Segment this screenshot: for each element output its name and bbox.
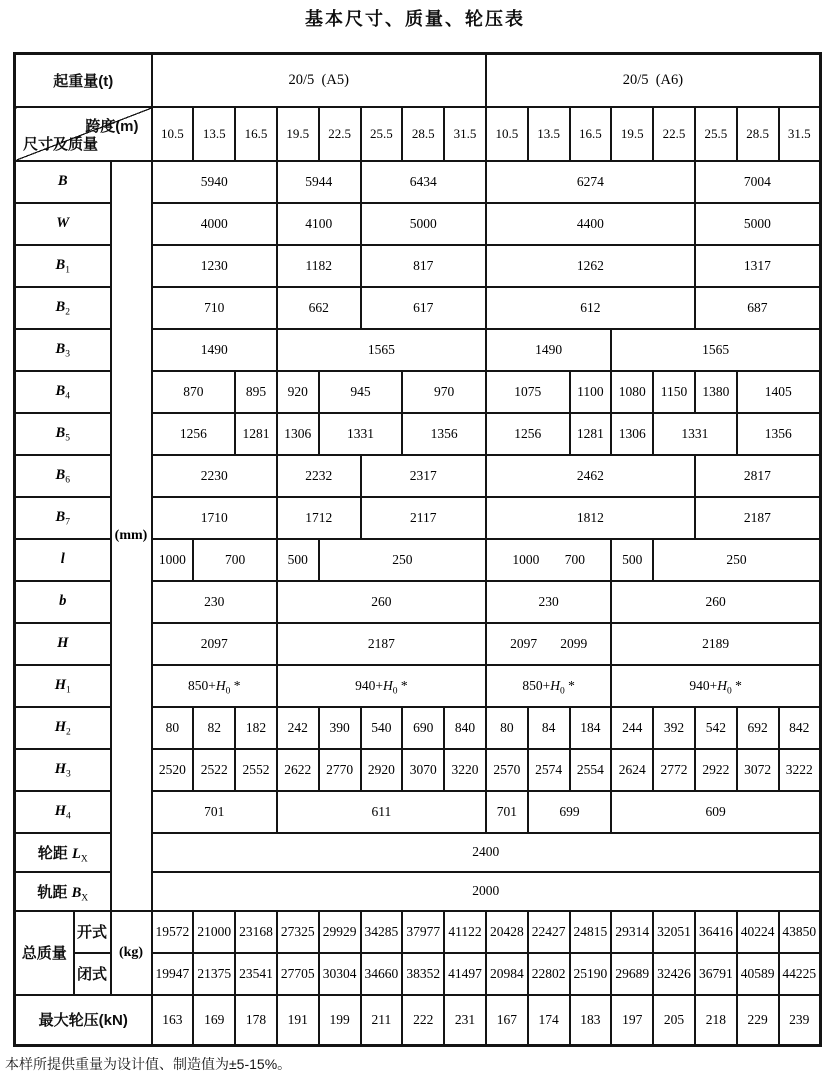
value-cell: 2232 [277,455,361,497]
value-cell: 27705 [277,953,319,995]
row-label-H2 [15,707,111,749]
variable-symbol: H [215,677,226,693]
span-header-cell: 28.5 [737,107,779,161]
value-cell: 199 [319,995,361,1046]
subscript: 6 [65,475,70,486]
value-cell: 6274 [486,161,695,203]
value-cell: 4100 [277,203,361,245]
row-label-B3 [15,329,111,371]
group-a5-label: 20/5 (A5) [152,54,486,107]
value-cell: 2187 [277,623,486,665]
variable-symbol: H [717,677,727,693]
value-cell: 392 [653,707,695,749]
value-cell: 662 [277,287,361,329]
value-cell: 24815 [570,911,612,953]
variable-symbol: W [56,215,70,231]
dimension-row-B [15,161,821,203]
variable-symbol: H [57,635,69,651]
span-header-cell: 16.5 [570,107,612,161]
variable-symbol: B [55,383,66,399]
value-cell: 2187 [695,497,820,539]
value-cell: 80 [486,707,528,749]
value-cell: 1150 [653,371,695,413]
value-cell: 84 [528,707,570,749]
total-mass-label: 总质量 [15,911,74,995]
value-cell: 1712 [277,497,361,539]
value-cell: 36791 [695,953,737,995]
value-cell: 2817 [695,455,820,497]
value-cell: 218 [695,995,737,1046]
variable-symbol: B [55,425,66,441]
value-cell: 687 [695,287,820,329]
formula-text: 850+ [522,677,551,693]
value-cell: 500 [611,539,653,581]
closed-type-label: 闭式 [74,953,111,995]
value-cell: 2570 [486,749,528,791]
value-cell: 2462 [486,455,695,497]
value-cell: 2317 [361,455,486,497]
span-header-cell: 10.5 [486,107,528,161]
value-cell [277,665,486,707]
variable-symbol: B [55,509,66,525]
value-cell: 178 [235,995,277,1046]
capacity-label: 起重量(t) [15,54,152,107]
dual-value [487,552,610,568]
value-cell: 390 [319,707,361,749]
span-header-cell: 31.5 [444,107,486,161]
rail-gauge-label-text: 轨距 [37,883,72,901]
formula-text: 940+ [355,677,384,693]
spec-table [13,52,822,1047]
value-cell: 21375 [193,953,235,995]
variable-symbol: H [54,719,67,735]
value-cell: 1812 [486,497,695,539]
value-cell: 2772 [653,749,695,791]
value-cell: 19947 [152,953,194,995]
value-cell: 29314 [611,911,653,953]
span-header-cell: 10.5 [152,107,194,161]
variable-symbol: b [59,593,67,609]
subscript: 0 [225,686,231,697]
value-cell: 3222 [779,749,821,791]
row-label-B7 [15,497,111,539]
value-cell: 500 [277,539,319,581]
value-cell: 5940 [152,161,277,203]
value-cell: 2520 [152,749,194,791]
variable-symbol: B [71,884,82,901]
row-label-B [15,161,111,203]
value-cell: 2622 [277,749,319,791]
value-cell: 2574 [528,749,570,791]
value-cell: 1262 [486,245,695,287]
value-cell: 2117 [361,497,486,539]
footnote: 本样所提供重量为设计值、制造值为±5-15%。 [5,1056,292,1072]
value-cell: 167 [486,995,528,1046]
variable-symbol: B [57,173,68,189]
value-cell: 2552 [235,749,277,791]
value-cell: 20984 [486,953,528,995]
subscript: 2 [65,307,70,318]
span-header-cell: 19.5 [611,107,653,161]
value-cell: 2189 [611,623,820,665]
value-cell: 22427 [528,911,570,953]
value-cell: 27325 [277,911,319,953]
formula-suffix: * [731,677,742,693]
value-cell: 25190 [570,953,612,995]
value-cell: 40224 [737,911,779,953]
value-cell: 2624 [611,749,653,791]
value-cell: 2770 [319,749,361,791]
value-cell: 1281 [235,413,277,455]
value-cell: 870 [152,371,236,413]
value-cell: 7004 [695,161,820,203]
wheelbase-label-text: 轮距 [37,844,72,862]
value-cell: 211 [361,995,403,1046]
value-cell: 1490 [486,329,611,371]
value-cell: 32426 [653,953,695,995]
value-cell: 1565 [611,329,820,371]
row-label-l [15,539,111,581]
variable-symbol: H [54,761,67,777]
variable-symbol: H [550,677,560,693]
value-cell: 1256 [486,413,570,455]
variable-symbol: B [55,299,66,315]
row-label-H [15,623,111,665]
value-cell: 3072 [737,749,779,791]
row-label-b [15,581,111,623]
value-cell: 1306 [611,413,653,455]
subscript: 1 [65,265,70,276]
formula-suffix: * [564,677,575,693]
value-cell: 230 [486,581,611,623]
value-cell [152,665,277,707]
value-cell: 3070 [402,749,444,791]
subscript: 4 [65,391,70,402]
value-cell: 191 [277,995,319,1046]
wheelbase-label [15,833,111,872]
value-cell: 701 [486,791,528,833]
value-cell: 197 [611,995,653,1046]
value-cell: 692 [737,707,779,749]
row-label-W [15,203,111,245]
value-cell: 4400 [486,203,695,245]
value-cell: 231 [444,995,486,1046]
subscript: 4 [66,811,71,822]
variable-symbol: L [71,845,81,862]
max-wheel-pressure-row [15,995,821,1046]
span-header-cell: 13.5 [528,107,570,161]
value-cell: 2920 [361,749,403,791]
value-cell: 260 [611,581,820,623]
value-cell: 250 [319,539,486,581]
value-cell: 540 [361,707,403,749]
span-header-cell: 16.5 [235,107,277,161]
value-part: 1000 [512,551,540,567]
value-cell: 4000 [152,203,277,245]
value-cell: 699 [528,791,612,833]
value-cell: 840 [444,707,486,749]
row-label-B1 [15,245,111,287]
value-cell: 5000 [695,203,820,245]
value-cell: 1331 [653,413,737,455]
value-cell: 82 [193,707,235,749]
value-cell: 41122 [444,911,486,953]
value-cell: 20428 [486,911,528,953]
value-cell: 1075 [486,371,570,413]
value-cell: 23168 [235,911,277,953]
value-cell: 2922 [695,749,737,791]
variable-symbol: B [55,341,66,357]
value-cell: 32051 [653,911,695,953]
value-cell: 5000 [361,203,486,245]
value-cell: 1356 [402,413,486,455]
value-part: 700 [564,551,585,567]
span-label: 跨度(m) [85,117,139,135]
value-cell: 163 [152,995,194,1046]
value-cell: 184 [570,707,612,749]
span-header-cell: 13.5 [193,107,235,161]
value-cell: 700 [193,539,277,581]
subscript: 0 [726,686,732,697]
value-cell: 182 [235,707,277,749]
subscript: 3 [66,769,71,780]
value-cell [486,623,611,665]
diagonal-header-cell [15,107,152,161]
row-label-H4 [15,791,111,833]
value-cell: 222 [402,995,444,1046]
value-cell: 230 [152,581,277,623]
value-cell: 2400 [152,833,821,872]
value-cell: 174 [528,995,570,1046]
value-cell: 29689 [611,953,653,995]
subscript: 3 [65,349,70,360]
value-cell: 29929 [319,911,361,953]
value-cell: 690 [402,707,444,749]
value-cell: 40589 [737,953,779,995]
span-header-cell: 22.5 [653,107,695,161]
value-cell: 41497 [444,953,486,995]
value-cell: 6434 [361,161,486,203]
subscript: 1 [66,685,71,696]
dimension-mass-label: 尺寸及质量 [23,135,99,153]
value-cell: 2230 [152,455,277,497]
span-header-cell: 25.5 [361,107,403,161]
value-cell: 542 [695,707,737,749]
value-cell: 1565 [277,329,486,371]
row-label-B6 [15,455,111,497]
value-cell: 1331 [319,413,403,455]
value-cell: 1306 [277,413,319,455]
total-mass-row-open [15,911,821,953]
subscript: X [80,854,88,865]
row-label-H1 [15,665,111,707]
value-cell: 895 [235,371,277,413]
value-cell: 1356 [737,413,821,455]
subscript: 5 [65,433,70,444]
value-cell: 710 [152,287,277,329]
value-cell: 5944 [277,161,361,203]
row-label-H3 [15,749,111,791]
value-cell: 1000 [152,539,194,581]
value-cell: 701 [152,791,277,833]
value-cell: 970 [402,371,486,413]
formula-text: 850+ [187,677,216,693]
value-cell [486,539,611,581]
span-header-cell: 31.5 [779,107,821,161]
value-cell: 3220 [444,749,486,791]
header-row-capacity [15,54,821,107]
row-label-B4 [15,371,111,413]
formula-suffix: * [397,677,408,693]
value-cell: 80 [152,707,194,749]
value-cell: 1080 [611,371,653,413]
value-cell: 1317 [695,245,820,287]
group-a6-label: 20/5 (A6) [486,54,820,107]
value-cell: 1256 [152,413,236,455]
span-header-cell: 25.5 [695,107,737,161]
span-header-cell: 22.5 [319,107,361,161]
value-cell: 22802 [528,953,570,995]
value-cell: 842 [779,707,821,749]
variable-symbol: H [383,677,393,693]
variable-symbol: B [55,467,66,483]
variable-symbol: H [54,803,67,819]
value-cell: 30304 [319,953,361,995]
unit-kg-label: (kg) [111,911,152,995]
value-cell: 183 [570,995,612,1046]
value-cell: 244 [611,707,653,749]
variable-symbol: l [60,551,65,567]
value-cell: 37977 [402,911,444,953]
value-cell [611,665,820,707]
value-cell: 242 [277,707,319,749]
formula-suffix: * [230,677,241,693]
value-cell: 239 [779,995,821,1046]
variable-symbol: B [55,257,66,273]
value-cell: 250 [653,539,820,581]
value-cell: 945 [319,371,403,413]
value-cell: 920 [277,371,319,413]
subscript: 0 [560,686,565,697]
open-type-label: 开式 [74,911,111,953]
value-cell: 1182 [277,245,361,287]
value-cell [486,665,611,707]
row-label-B2 [15,287,111,329]
value-cell: 38352 [402,953,444,995]
value-cell: 2000 [152,872,821,911]
value-cell: 817 [361,245,486,287]
value-cell: 260 [277,581,486,623]
value-cell: 1230 [152,245,277,287]
value-cell: 21000 [193,911,235,953]
value-cell: 205 [653,995,695,1046]
subscript: 7 [65,517,70,528]
value-cell: 609 [611,791,820,833]
page-title: 基本尺寸、质量、轮压表 [305,9,525,29]
variable-symbol: H [54,677,67,693]
value-cell: 2554 [570,749,612,791]
value-cell: 617 [361,287,486,329]
value-cell: 1490 [152,329,277,371]
value-cell: 169 [193,995,235,1046]
header-row-span [15,107,821,161]
value-part: 2099 [560,635,588,651]
span-header-cell: 19.5 [277,107,319,161]
subscript: 0 [392,686,398,697]
subscript: X [81,893,89,904]
value-cell: 44225 [779,953,821,995]
value-cell: 23541 [235,953,277,995]
value-cell: 34285 [361,911,403,953]
value-cell: 612 [486,287,695,329]
max-wheel-pressure-label: 最大轮压(kN) [15,995,152,1046]
value-cell: 611 [277,791,486,833]
value-cell: 2522 [193,749,235,791]
value-cell: 1100 [570,371,612,413]
subscript: 2 [66,727,71,738]
value-cell: 1281 [570,413,612,455]
value-cell: 19572 [152,911,194,953]
value-cell: 229 [737,995,779,1046]
value-cell: 1380 [695,371,737,413]
value-cell: 1405 [737,371,821,413]
value-cell: 1710 [152,497,277,539]
value-cell: 2097 [152,623,277,665]
unit-mm-label: (mm) [111,161,152,911]
value-cell: 43850 [779,911,821,953]
value-cell: 36416 [695,911,737,953]
value-part: 2097 [510,635,538,651]
row-label-B5 [15,413,111,455]
rail-gauge-label [15,872,111,911]
value-cell: 34660 [361,953,403,995]
span-header-cell: 28.5 [402,107,444,161]
dual-value [487,636,610,652]
formula-text: 940+ [689,677,718,693]
